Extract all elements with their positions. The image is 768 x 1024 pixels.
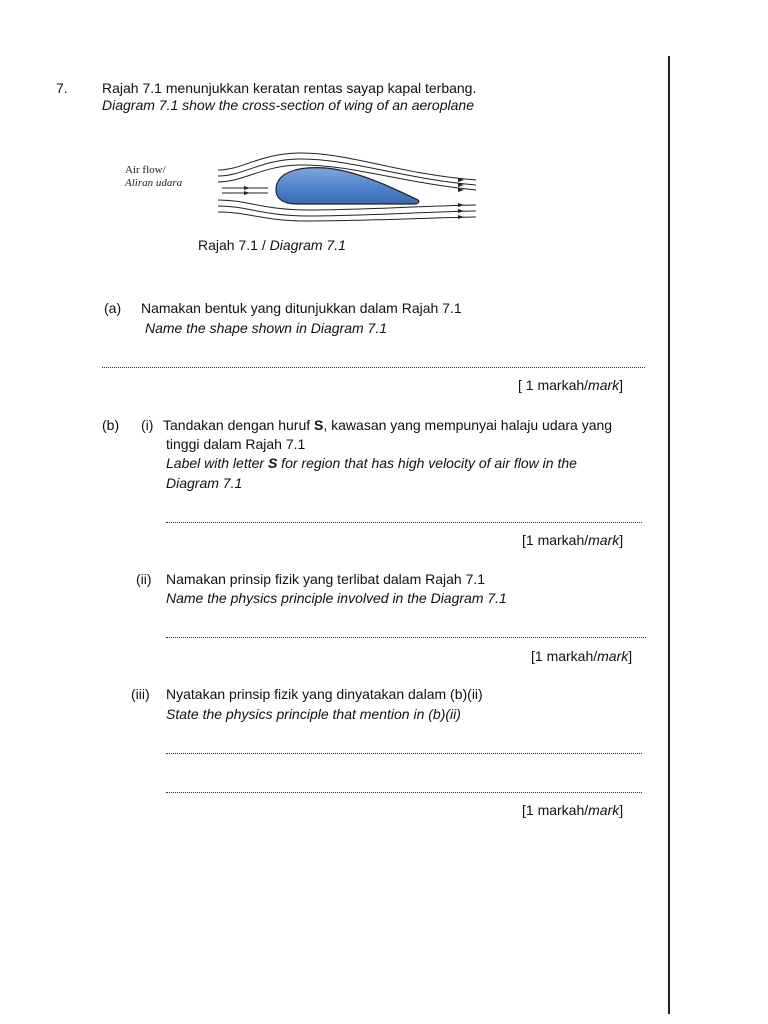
mark-word: mark xyxy=(597,648,629,664)
mark-prefix: [1 markah/ xyxy=(522,532,589,548)
mark-word: mark xyxy=(588,377,620,393)
airflow-label-english: Air flow/ xyxy=(125,164,166,176)
part-b-ii-answer-line[interactable] xyxy=(166,637,646,638)
part-b-ii-marks xyxy=(531,647,632,665)
mark-word: mark xyxy=(588,532,620,548)
mark-prefix: [1 markah/ xyxy=(522,802,589,818)
mark-suffix: ] xyxy=(619,802,624,818)
part-b-iii-label: (iii) xyxy=(131,686,150,702)
arrowhead xyxy=(458,215,464,219)
page-margin-line xyxy=(668,56,670,1014)
part-b-iii-malay: Nyatakan prinsip fizik yang dinyatakan dalam (b)(ii) xyxy=(166,686,483,702)
part-a-marks xyxy=(518,376,623,394)
mark-prefix: [ 1 markah/ xyxy=(518,377,589,393)
part-b-iii-marks xyxy=(522,801,623,819)
wing-cross-section-diagram xyxy=(218,148,480,224)
airflow-label-malay: Aliran udara xyxy=(125,177,183,189)
part-a-answer-line[interactable] xyxy=(102,367,645,368)
part-b-iii-english: State the physics principle that mention in (b)(ii) xyxy=(166,706,461,722)
text-span: for region that has high velocity of air flow in the xyxy=(277,455,577,471)
part-b-i-marks xyxy=(522,531,623,549)
mark-suffix: ] xyxy=(619,377,624,393)
streamline-8 xyxy=(218,212,476,221)
letter-s: S xyxy=(267,455,278,471)
caption-malay: Rajah 7.1 / xyxy=(198,237,266,253)
mark-suffix: ] xyxy=(628,648,633,664)
part-b-i-answer-line[interactable] xyxy=(166,522,642,523)
part-b-label: (b) xyxy=(102,417,120,433)
part-b-iii-answer-line-2[interactable] xyxy=(166,792,642,793)
part-a-english: Name the shape shown in Diagram 7.1 xyxy=(145,320,388,336)
mark-suffix: ] xyxy=(619,532,624,548)
part-b-ii-malay: Namakan prinsip fizik yang terlibat dalam Rajah 7.1 xyxy=(166,571,486,587)
arrowhead xyxy=(244,186,250,190)
part-b-i-label: (i) xyxy=(141,417,154,433)
intro-malay: Rajah 7.1 menunjukkan keratan rentas sayap kapal terbang. xyxy=(102,80,477,96)
mark-prefix: [1 markah/ xyxy=(531,648,598,664)
text-span: , kawasan yang mempunyai halaju udara yang xyxy=(323,417,613,433)
letter-s: S xyxy=(314,417,324,433)
part-b-ii-label: (ii) xyxy=(136,571,152,587)
part-b-i-malay xyxy=(163,416,612,434)
question-number: 7. xyxy=(56,80,68,96)
arrowhead xyxy=(458,209,464,213)
part-b-iii-answer-line-1[interactable] xyxy=(166,753,642,754)
caption-english: Diagram 7.1 xyxy=(269,237,346,253)
diagram-caption xyxy=(198,236,346,254)
part-b-ii-english: Name the physics principle involved in the Diagram 7.1 xyxy=(166,590,507,606)
text-span: Label with letter xyxy=(166,455,268,471)
part-b-i-english xyxy=(166,454,577,472)
mark-word: mark xyxy=(588,802,620,818)
intro-english: Diagram 7.1 show the cross-section of wing of an aeroplane xyxy=(102,97,474,113)
arrowhead xyxy=(244,191,250,195)
part-a-malay: Namakan bentuk yang ditunjukkan dalam Rajah 7.1 xyxy=(141,300,462,316)
text-span: Tandakan dengan huruf xyxy=(163,417,315,433)
part-a-label: (a) xyxy=(104,300,122,316)
streamline-7 xyxy=(218,206,476,216)
part-b-i-malay-line2: tinggi dalam Rajah 7.1 xyxy=(166,436,306,452)
part-b-i-english-line2: Diagram 7.1 xyxy=(166,475,243,491)
arrowhead xyxy=(458,203,464,207)
